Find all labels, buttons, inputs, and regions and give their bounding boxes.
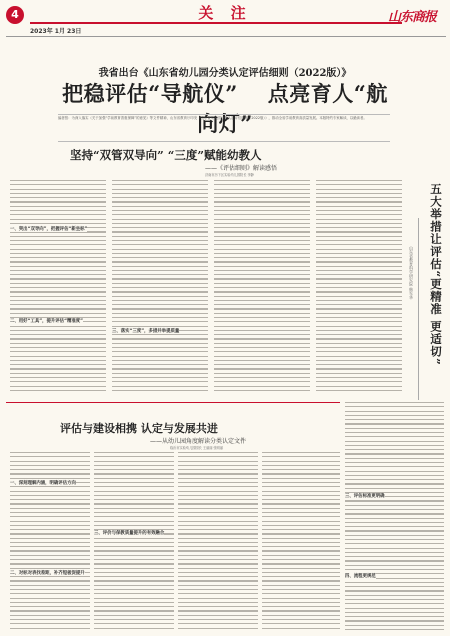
article3-heading-2: 二、对标对表找差距，补齐短板促提升 [10,571,85,576]
sidebar-heading-3: 三、评估标准更明确 [345,494,385,499]
lower-section-divider [6,402,340,403]
page-number-badge: 4 [6,6,24,24]
article3-body-col4 [262,452,340,632]
sidebar-heading-4: 四、流程更规范 [345,574,376,579]
sidebar-divider [418,218,419,400]
lead-kicker: 我省出台《山东省幼儿园分类认定评估细则（2022版）》 [98,68,352,79]
article3-byline: 临沂市实验幼儿园园长 王丽丽 张明丽 [170,446,224,450]
headline-left: 把稳评估“导航仪” [62,81,238,106]
article2-title: 五大举措让评估“更精准 更适切” [429,183,443,366]
article1-body-col4 [316,180,402,395]
masthead-divider [30,22,402,24]
article2-body-bottom [345,402,444,632]
top-divider [6,36,446,37]
article3-body-col3 [178,452,258,632]
newspaper-logo: 山东商报 [388,10,437,25]
headline-right: 点亮育人“航向灯” [197,81,388,136]
article3-heading-1: 一、深刻理解内涵，明确评估方向 [10,481,76,486]
section-title: 关 注 [198,4,252,22]
article2-byline: 山东省教育科学研究院 韩军华 [409,246,414,300]
article1-body-col2 [112,180,208,395]
article1-byline: 济南市历下区实验幼儿园院长 李静 [205,173,254,177]
article1-body-col1 [10,180,106,395]
editor-note: 编者按：为深入落实《关于加强“学前教育普惠保障”的意见》等文件精神，山东省教育厅印发《山东省幼儿园分类认定评估细则（2022版）》，推动全省学前教育高质量发展。本版特约专家解读，以飨读者。 [58,114,390,142]
article1-heading-1: 一、突出“双导向”，把握评估“新坐标” [10,227,88,232]
article3-body-col2 [94,452,174,632]
article3-title: 评估与建设相携 认定与发展共进 [60,422,218,435]
article3-body-col1 [10,452,90,632]
article1-heading-3: 三、落实“三度”，多措并举提质量 [112,329,180,334]
article1-title: 坚持“双管双导向” “三度”赋能幼教人 [70,148,262,162]
article3-subtitle: ——从幼儿园角度解读分类认定文件 [150,438,247,445]
issue-date: 2023年 1月 23日 [30,28,82,35]
article1-subtitle: ——《评估细则》解读感悟 [205,165,278,172]
article1-body-col3 [214,180,310,395]
article1-heading-2: 二、用好“工具”，提升评估“精准度” [10,319,84,324]
article3-heading-3: 三、评价与保教质量提升的有效融合 [94,531,165,536]
